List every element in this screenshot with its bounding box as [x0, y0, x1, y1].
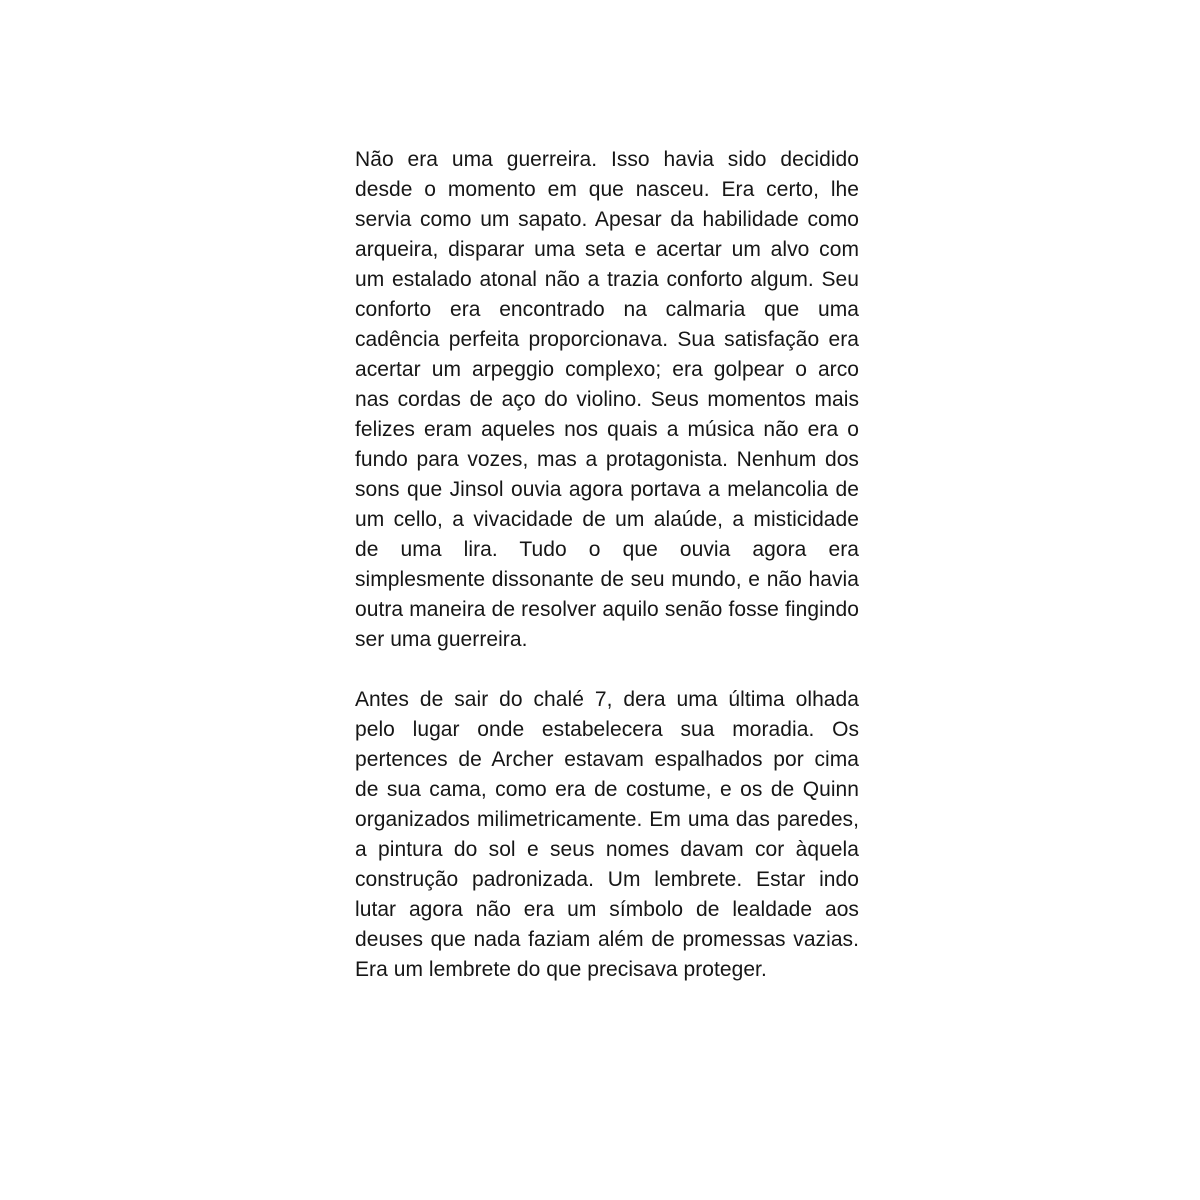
text-column	[355, 145, 859, 985]
paragraph-1: Não era uma guerreira. Isso havia sido decidido desde o momento em que nasceu. Era certo, lhe servia como um sapato. Apesar da habilidade como arqueira, disparar uma seta e acertar um alvo com um estalado atonal não a trazia conforto algum. Seu conforto era encontrado na calmaria que uma cadência perfeita proporcionava. Sua satisfação era acertar um arpeggio complexo; era golpear o arco nas cordas de aço do violino. Seus momentos mais felizes eram aqueles nos quais a música não era o fundo para vozes, mas a protagonista. Nenhum dos sons que Jinsol ouvia agora portava a melancolia de um cello, a vivacidade de um alaúde, a misticidade de uma lira. Tudo o que ouvia agora era simplesmente dissonante de seu mundo, e não havia outra maneira de resolver aquilo senão fosse fingindo ser uma guerreira.	[355, 148, 859, 651]
paragraph-2: Antes de sair do chalé 7, dera uma última olhada pelo lugar onde estabelecera sua moradia. Os pertences de Archer estavam espalhados por cima de sua cama, como era de costume, e os de Quinn organizados milimetricamente. Em uma das paredes, a pintura do sol e seus nomes davam cor àquela construção padronizada. Um lembrete. Estar indo lutar agora não era um símbolo de lealdade aos deuses que nada faziam além de promessas vazias. Era um lembrete do que precisava proteger.	[355, 688, 859, 981]
